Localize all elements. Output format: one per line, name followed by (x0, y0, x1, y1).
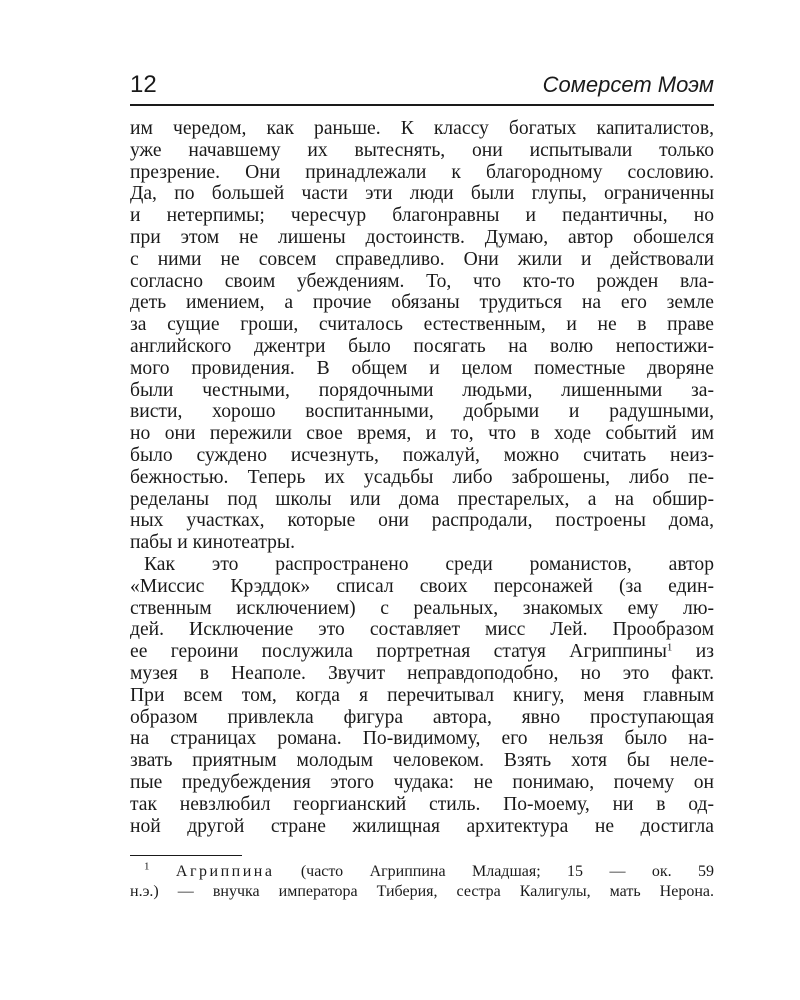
text-line: при этом не лишены достоинств. Думаю, автор обошелся (130, 226, 714, 248)
text-line: были честными, порядочными людьми, лишенными за- (130, 379, 714, 401)
book-page (130, 70, 714, 902)
text-line: звать приятным молодым человеком. Взять хотя бы неле- (130, 750, 714, 772)
text-line: презрение. Они принадлежали к благородному сословию. (130, 161, 714, 183)
footnote (130, 862, 714, 902)
text-line: Как это распространено среди романистов, автор (144, 553, 714, 575)
text-line: ственным исключением) с реальных, знакомых ему лю- (130, 597, 714, 619)
text-line: висти, хорошо воспитанными, добрыми и радушными, (130, 401, 714, 423)
paragraph-1 (130, 118, 714, 554)
text-line: музея в Неаполе. Звучит неправдоподобно, но это факт. (130, 662, 714, 684)
footnote-line-2: н.э.) — внучка императора Тиберия, сестра Калигулы, мать Нерона. (130, 883, 714, 901)
text-line: пые предубеждения этого чудака: не понимаю, почему он (130, 771, 714, 793)
text-line: было суждено исчезнуть, пожалуй, можно считать неиз- (130, 444, 714, 466)
text-line-with-note (130, 641, 714, 663)
text-line: ной другой стране жилищная архитектура не достигла (130, 815, 714, 837)
note-line-tail: из (672, 641, 714, 663)
text-line: так невзлюбил георгианский стиль. По-моему, ни в од- (130, 793, 714, 815)
running-head (130, 70, 714, 106)
text-line: бежностью. Теперь их усадьбы либо заброшены, либо пе- (130, 466, 714, 488)
text-line: При всем том, когда я перечитывал книгу, меня главным (130, 684, 714, 706)
text-line: ных участках, которые они распродали, построены дома, (130, 510, 714, 532)
text-line: но они пережили свое время, и то, что в ходе событий им (130, 423, 714, 445)
text-line: Да, по большей части эти люди были глупы, ограниченны (130, 183, 714, 205)
note-line-text: ее героини послужила портретная статуя Агриппины (130, 641, 667, 663)
text-line: на страницах романа. По-видимому, его нельзя было на- (130, 728, 714, 750)
text-line: с ними не совсем справедливо. Они жили и действовали (130, 248, 714, 270)
footnote-separator (130, 855, 242, 856)
running-head-author: Сомерсет Моэм (542, 72, 714, 97)
text-line: согласно своим убеждениям. То, что кто-то рожден вла- (130, 270, 714, 292)
footnote-marker: 1 (144, 860, 150, 873)
text-line: ределаны под школы или дома престарелых, а на обшир- (130, 488, 714, 510)
text-line: им чередом, как раньше. К классу богатых капиталистов, (130, 118, 714, 139)
body-text (130, 118, 714, 837)
paragraph-2 (130, 554, 714, 837)
text-line: образом привлекла фигура автора, явно проступающая (130, 706, 714, 728)
footnote-ref: 1 (666, 641, 673, 654)
text-line: мого провидения. В общем и целом поместные дворяне (130, 357, 714, 379)
text-line: за сущие гроши, считалось естественным, и не в праве (130, 314, 714, 336)
text-line: пабы и кинотеатры. (130, 532, 295, 554)
footnote-term: Агриппина (175, 863, 275, 881)
text-line: английского джентри было посягать на волю непостижи- (130, 335, 714, 357)
footnote-line-1 (130, 862, 714, 882)
footnote-line-1-text: (часто Агриппина Младшая; 15 — ок. 59 (274, 863, 714, 881)
text-line: и нетерпимы; чересчур благонравны и педантичны, но (130, 205, 714, 227)
text-line: дей. Исключение это составляет мисс Лей. Прообразом (130, 619, 714, 641)
text-line: уже начавшему их вытеснять, они испытывали только (130, 139, 714, 161)
page-number: 12 (130, 71, 157, 98)
text-line: деть имением, а прочие обязаны трудиться на его земле (130, 292, 714, 314)
text-line: «Миссис Крэддок» списал своих персонажей (за един- (130, 575, 714, 597)
